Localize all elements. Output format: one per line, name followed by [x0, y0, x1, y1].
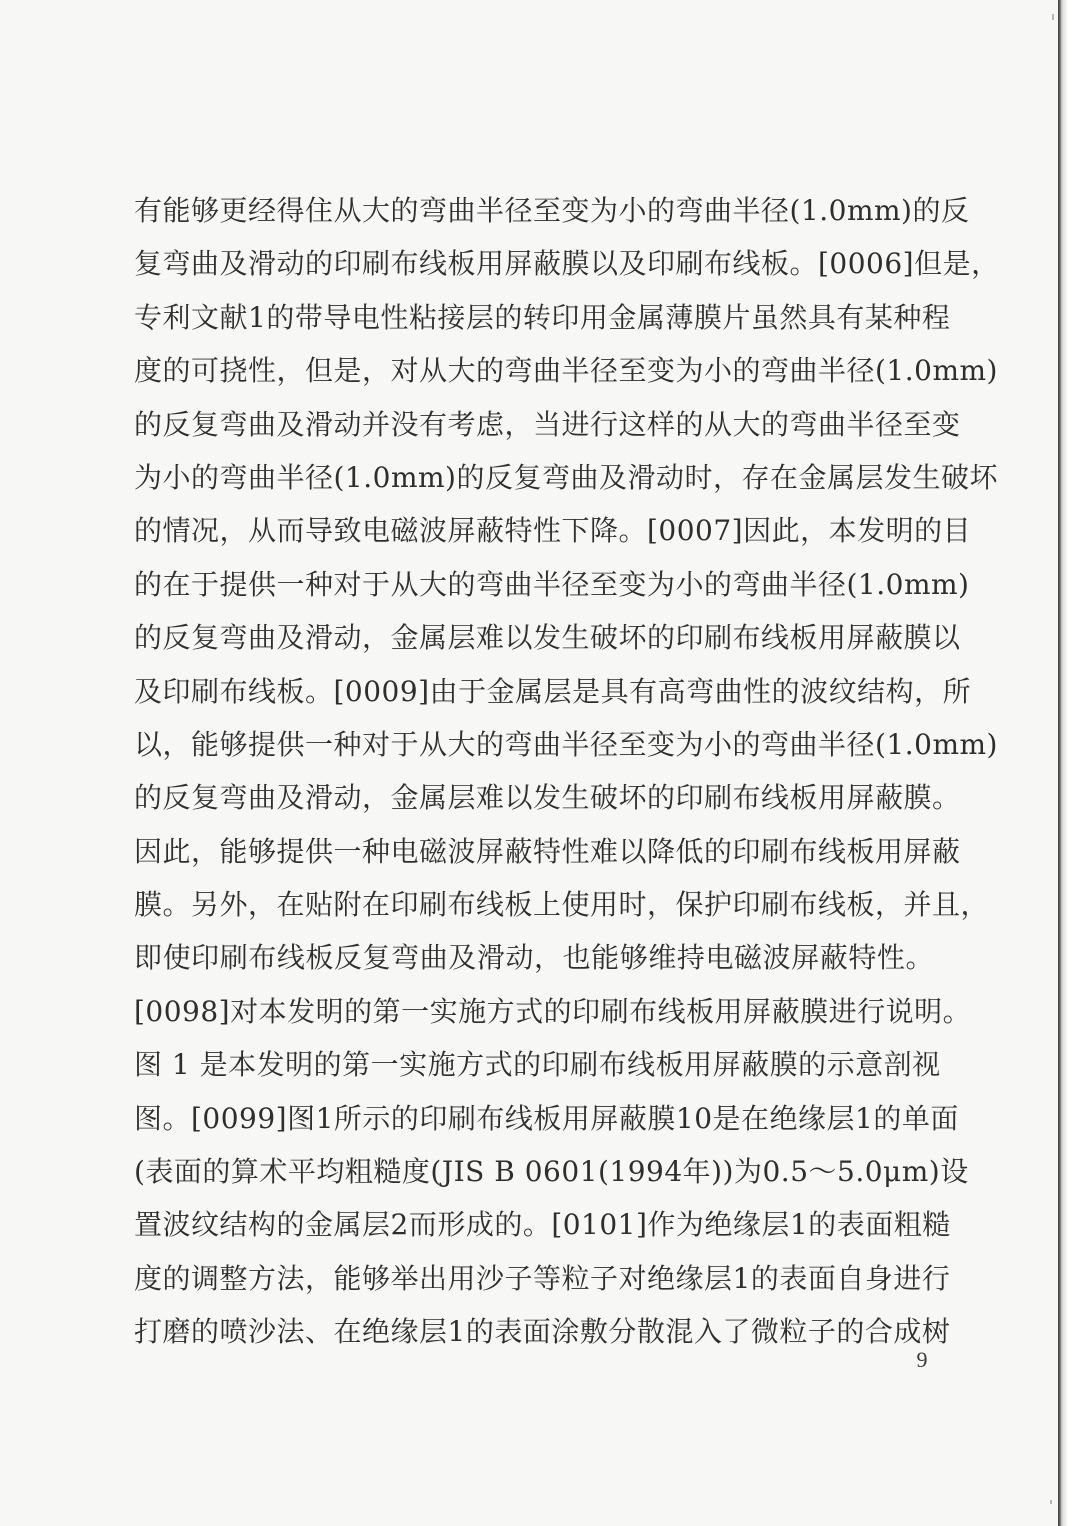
text-line: 度的可挠性，但是，对从大的弯曲半径至变为小的弯曲半径(1.0mm): [134, 354, 998, 388]
text-line: 图。[0099]图1所示的印刷布线板用屏蔽膜10是在绝缘层1的单面: [134, 1101, 959, 1135]
text-line: 有能够更经得住从大的弯曲半径至变为小的弯曲半径(1.0mm)的反: [134, 194, 970, 227]
text-line: [0098]对本发明的第一实施方式的印刷布线板用屏蔽膜进行说明。: [134, 994, 972, 1028]
text-line: 即使印刷布线板反复弯曲及滑动，也能够维持电磁波屏蔽特性。: [134, 941, 934, 975]
text-line: 为小的弯曲半径(1.0mm)的反复弯曲及滑动时，存在金属层发生破坏: [134, 460, 998, 494]
text-line: (表面的算术平均粗糙度(JIS B 0601(1994年))为0.5～5.0μm)设: [134, 1155, 969, 1189]
text-line: 的情况，从而导致电磁波屏蔽特性下降。[0007]因此，本发明的目: [134, 514, 972, 548]
text-line: 度的调整方法，能够举出用沙子等粒子对绝缘层1的表面自身进行: [134, 1261, 951, 1295]
text-line: 及印刷布线板。[0009]由于金属层是具有高弯曲性的波纹结构，所: [134, 674, 972, 708]
text-line: 以，能够提供一种对于从大的弯曲半径至变为小的弯曲半径(1.0mm): [134, 727, 998, 761]
scan-speck: [1052, 14, 1054, 20]
scan-speck: [1050, 1500, 1052, 1504]
text-line: 的反复弯曲及滑动并没有考虑，当进行这样的从大的弯曲半径至变: [134, 407, 961, 441]
text-line: 的反复弯曲及滑动，金属层难以发生破坏的印刷布线板用屏蔽膜以: [134, 621, 961, 655]
text-line: 因此，能够提供一种电磁波屏蔽特性难以降低的印刷布线板用屏蔽: [134, 834, 961, 868]
page-edge-shadow: [1058, 0, 1080, 1526]
text-line: 的在于提供一种对于从大的弯曲半径至变为小的弯曲半径(1.0mm): [134, 567, 970, 601]
text-line: 复弯曲及滑动的印刷布线板用屏蔽膜以及印刷布线板。[0006]但是，: [134, 247, 1000, 281]
text-line: 专利文献1的带导电性粘接层的转印用金属薄膜片虽然具有某种程: [134, 300, 951, 334]
text-line: 打磨的喷沙法、在绝缘层1的表面涂敷分散混入了微粒子的合成树: [134, 1315, 951, 1349]
body-text: [134, 184, 1000, 1359]
text-line: 膜。另外，在贴附在印刷布线板上使用时，保护印刷布线板，并且，: [134, 888, 990, 922]
text-line: 图 1 是本发明的第一实施方式的印刷布线板用屏蔽膜的示意剖视: [134, 1048, 941, 1082]
text-line: 的反复弯曲及滑动，金属层难以发生破坏的印刷布线板用屏蔽膜。: [134, 781, 961, 815]
text-line: 置波纹结构的金属层2而形成的。[0101]作为绝缘层1的表面粗糙: [134, 1208, 951, 1242]
page-number: 9: [916, 1347, 928, 1372]
